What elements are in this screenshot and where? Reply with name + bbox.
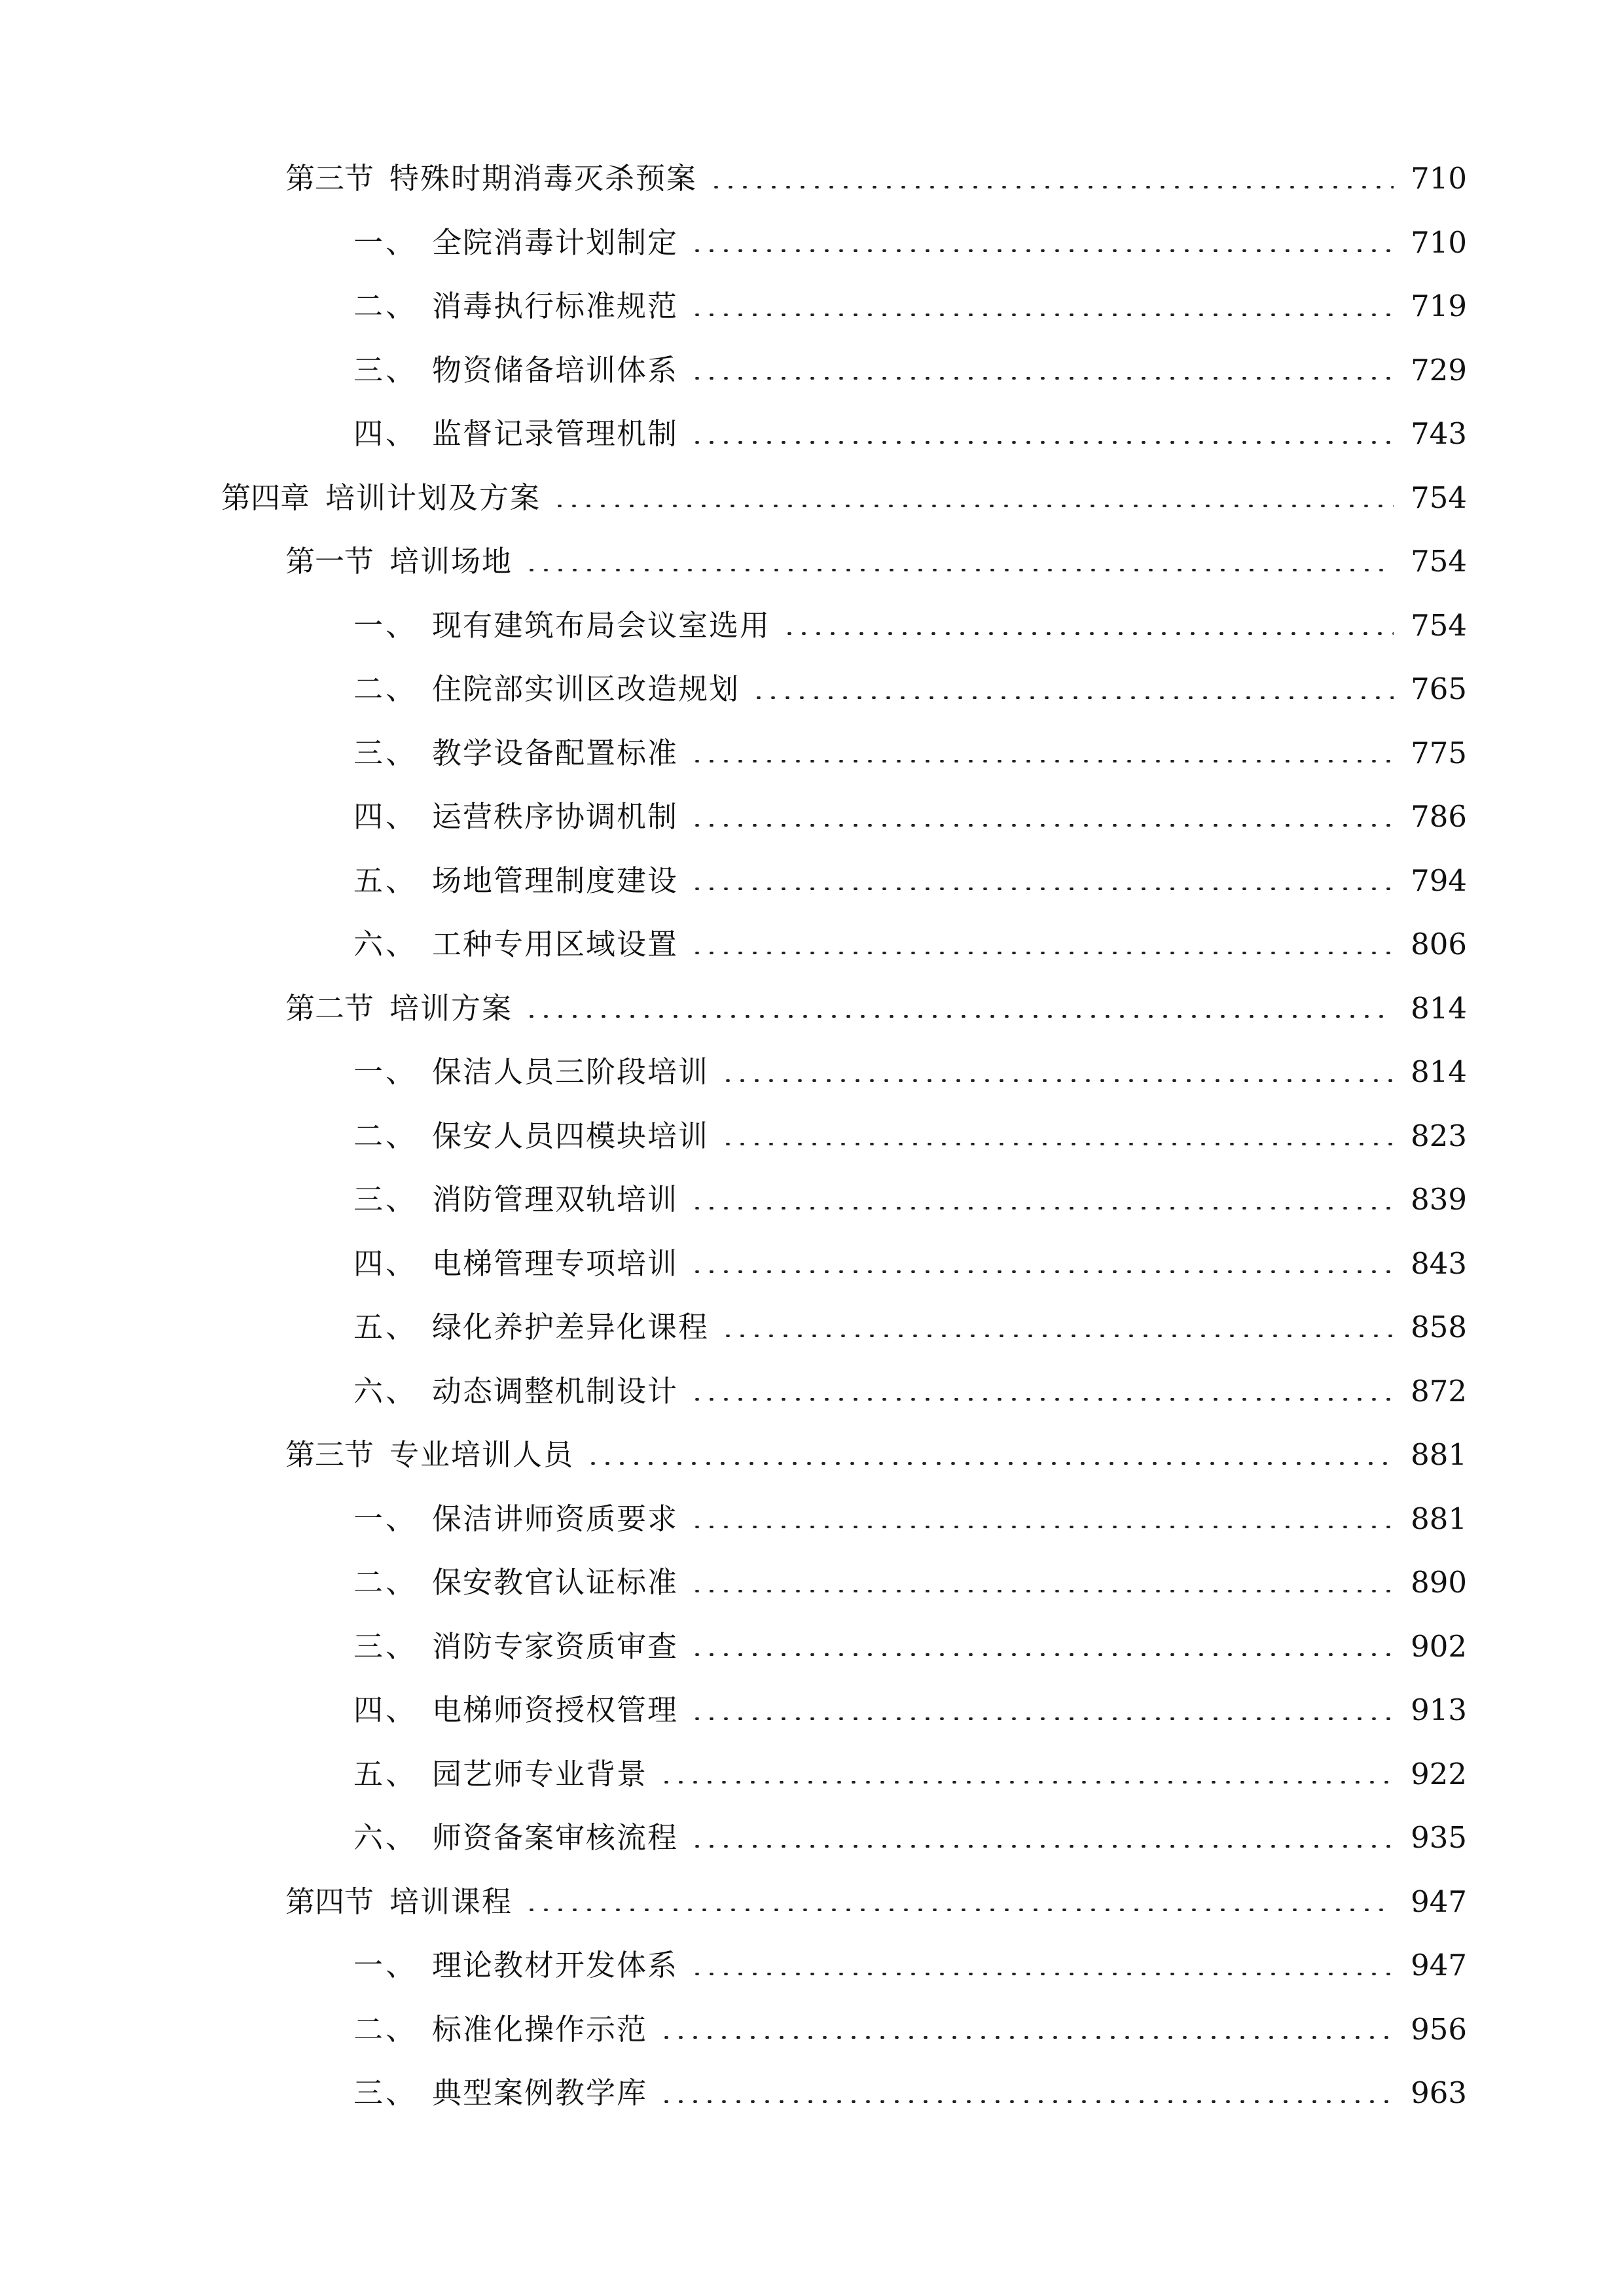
toc-dot-leader [659, 1781, 1394, 1784]
toc-entry[interactable] [0, 1104, 1624, 1168]
toc-entry[interactable] [0, 402, 1624, 466]
toc-entry-title: 师资备案审核流程 [432, 1820, 679, 1856]
toc-entry-number: 一、 [353, 1948, 418, 1983]
toc-dot-leader [524, 1909, 1394, 1911]
toc-entry-number: 四、 [353, 1693, 418, 1728]
toc-entry-page-number: 902 [1411, 1628, 1467, 1664]
toc-entry[interactable] [0, 147, 1624, 211]
toc-entry-number: 第三节 [285, 161, 374, 196]
toc-entry[interactable] [0, 721, 1624, 785]
toc-entry-page-number: 922 [1411, 1756, 1467, 1791]
toc-dot-leader [552, 505, 1394, 507]
toc-entry-number: 四、 [353, 416, 418, 452]
toc-dot-leader [524, 569, 1394, 571]
toc-entry-page-number: 823 [1411, 1118, 1467, 1153]
toc-entry[interactable] [0, 1487, 1624, 1551]
toc-entry-page-number: 710 [1411, 224, 1467, 260]
toc-dot-leader [659, 2036, 1394, 2039]
toc-entry-title: 现有建筑布局会议室选用 [432, 607, 771, 643]
toc-entry-title: 保洁讲师资质要求 [432, 1501, 679, 1536]
toc-entry-page-number: 935 [1411, 1820, 1467, 1856]
toc-entry-number: 二、 [353, 1118, 418, 1153]
toc-entry-title: 监督记录管理机制 [432, 416, 679, 452]
toc-entry[interactable] [0, 785, 1624, 849]
toc-entry-title: 全院消毒计划制定 [432, 224, 679, 260]
toc-dot-leader [690, 1653, 1394, 1656]
toc-entry-page-number: 806 [1411, 927, 1467, 962]
toc-entry-number: 四、 [353, 1246, 418, 1281]
toc-entry[interactable] [0, 1295, 1624, 1359]
toc-entry-page-number: 786 [1411, 799, 1467, 834]
toc-dot-leader [721, 1079, 1394, 1082]
toc-entry-page-number: 754 [1411, 544, 1467, 579]
table-of-contents [0, 147, 1624, 2125]
toc-entry-title: 工种专用区域设置 [432, 927, 679, 962]
toc-entry-title: 电梯师资授权管理 [432, 1693, 679, 1728]
toc-entry-number: 三、 [353, 1628, 418, 1664]
toc-dot-leader [690, 1526, 1394, 1528]
toc-entry-title: 动态调整机制设计 [432, 1373, 679, 1408]
toc-entry-title: 园艺师专业背景 [432, 1756, 648, 1791]
toc-entry-title: 电梯管理专项培训 [432, 1246, 679, 1281]
toc-entry-page-number: 814 [1411, 1054, 1467, 1090]
toc-entry-title: 消防专家资质审查 [432, 1628, 679, 1664]
toc-entry[interactable] [0, 1551, 1624, 1615]
toc-entry-number: 第一节 [285, 544, 374, 579]
toc-dot-leader [690, 314, 1394, 316]
toc-entry[interactable] [0, 466, 1624, 530]
toc-dot-leader [690, 249, 1394, 252]
toc-dot-leader [721, 1335, 1394, 1337]
toc-entry-number: 一、 [353, 1501, 418, 1536]
toc-entry-number: 五、 [353, 863, 418, 898]
toc-entry[interactable] [0, 977, 1624, 1041]
toc-entry-page-number: 710 [1411, 161, 1467, 196]
toc-entry-title: 典型案例教学库 [432, 2075, 648, 2111]
toc-entry-number: 四、 [353, 799, 418, 834]
toc-dot-leader [586, 1462, 1394, 1465]
toc-entry[interactable] [0, 1359, 1624, 1424]
toc-entry[interactable] [0, 1615, 1624, 1679]
toc-entry-title: 理论教材开发体系 [432, 1948, 679, 1983]
toc-entry-number: 第三节 [285, 1437, 374, 1473]
toc-entry-page-number: 872 [1411, 1373, 1467, 1408]
toc-entry-page-number: 947 [1411, 1948, 1467, 1983]
toc-entry[interactable] [0, 1806, 1624, 1870]
toc-entry[interactable] [0, 1040, 1624, 1104]
toc-entry[interactable] [0, 594, 1624, 658]
toc-entry-number: 第四章 [221, 480, 310, 515]
toc-entry-number: 六、 [353, 1820, 418, 1856]
toc-entry-page-number: 775 [1411, 735, 1467, 770]
toc-dot-leader [782, 632, 1394, 635]
toc-entry-page-number: 947 [1411, 1884, 1467, 1919]
toc-entry-number: 二、 [353, 672, 418, 707]
toc-entry-title: 培训方案 [389, 990, 513, 1026]
toc-entry[interactable] [0, 1423, 1624, 1487]
toc-entry-page-number: 956 [1411, 2011, 1467, 2047]
toc-entry-number: 一、 [353, 1054, 418, 1090]
toc-dot-leader [659, 2100, 1394, 2103]
toc-entry-title: 场地管理制度建设 [432, 863, 679, 898]
toc-entry-title: 保安教官认证标准 [432, 1565, 679, 1600]
toc-entry[interactable] [0, 912, 1624, 977]
toc-entry-number: 二、 [353, 1565, 418, 1600]
toc-entry-title: 培训场地 [389, 544, 513, 579]
toc-entry-page-number: 719 [1411, 289, 1467, 324]
toc-entry-title: 培训课程 [389, 1884, 513, 1919]
toc-entry[interactable] [0, 1232, 1624, 1296]
toc-entry-title: 培训计划及方案 [325, 480, 541, 515]
toc-entry[interactable] [0, 1168, 1624, 1232]
toc-entry-title: 保洁人员三阶段培训 [432, 1054, 710, 1090]
toc-entry-page-number: 765 [1411, 672, 1467, 707]
toc-entry[interactable] [0, 849, 1624, 913]
toc-dot-leader [690, 1270, 1394, 1273]
toc-dot-leader [690, 888, 1394, 890]
toc-entry[interactable] [0, 1742, 1624, 1806]
toc-entry-title: 教学设备配置标准 [432, 735, 679, 770]
toc-entry[interactable] [0, 1933, 1624, 1998]
toc-entry-page-number: 890 [1411, 1565, 1467, 1600]
toc-dot-leader [690, 824, 1394, 827]
toc-dot-leader [721, 1143, 1394, 1145]
toc-dot-leader [690, 1590, 1394, 1592]
toc-entry-title: 消毒执行标准规范 [432, 289, 679, 324]
toc-dot-leader [690, 1398, 1394, 1401]
toc-entry-title: 运营秩序协调机制 [432, 799, 679, 834]
toc-entry[interactable] [0, 1870, 1624, 1934]
toc-entry-number: 六、 [353, 1373, 418, 1408]
toc-entry-page-number: 839 [1411, 1182, 1467, 1217]
toc-entry-page-number: 743 [1411, 416, 1467, 452]
toc-entry-number: 三、 [353, 2075, 418, 2111]
toc-dot-leader [524, 1015, 1394, 1018]
toc-entry[interactable] [0, 274, 1624, 338]
toc-entry-title: 标准化操作示范 [432, 2011, 648, 2047]
toc-entry-number: 三、 [353, 1182, 418, 1217]
toc-entry-number: 二、 [353, 289, 418, 324]
toc-entry-page-number: 881 [1411, 1501, 1467, 1536]
toc-entry-title: 保安人员四模块培训 [432, 1118, 710, 1153]
toc-entry-number: 六、 [353, 927, 418, 962]
toc-entry[interactable] [0, 1678, 1624, 1742]
toc-entry-number: 一、 [353, 224, 418, 260]
toc-entry-page-number: 754 [1411, 607, 1467, 643]
toc-entry-title: 物资储备培训体系 [432, 352, 679, 387]
toc-entry-title: 消防管理双轨培训 [432, 1182, 679, 1217]
toc-entry[interactable] [0, 211, 1624, 275]
toc-entry-page-number: 843 [1411, 1246, 1467, 1281]
toc-entry[interactable] [0, 338, 1624, 403]
toc-entry[interactable] [0, 657, 1624, 721]
toc-dot-leader [709, 186, 1394, 188]
toc-entry-title: 绿化养护差异化课程 [432, 1310, 710, 1345]
toc-entry-page-number: 963 [1411, 2075, 1467, 2111]
toc-entry-number: 一、 [353, 607, 418, 643]
toc-dot-leader [690, 1207, 1394, 1210]
toc-dot-leader [690, 1973, 1394, 1975]
toc-entry-title: 住院部实训区改造规划 [432, 672, 740, 707]
toc-entry-number: 五、 [353, 1310, 418, 1345]
toc-entry[interactable] [0, 2061, 1624, 2125]
toc-dot-leader [690, 952, 1394, 954]
toc-entry-number: 二、 [353, 2011, 418, 2047]
toc-entry-number: 五、 [353, 1756, 418, 1791]
toc-entry-number: 三、 [353, 352, 418, 387]
toc-dot-leader [751, 696, 1394, 699]
toc-dot-leader [690, 760, 1394, 762]
toc-entry-page-number: 754 [1411, 480, 1467, 515]
toc-entry-page-number: 881 [1411, 1437, 1467, 1473]
toc-entry[interactable] [0, 1998, 1624, 2062]
toc-entry-number: 第二节 [285, 990, 374, 1026]
toc-entry-title: 特殊时期消毒灭杀预案 [389, 161, 698, 196]
toc-dot-leader [690, 1845, 1394, 1848]
toc-entry-title: 专业培训人员 [389, 1437, 575, 1473]
toc-entry-number: 三、 [353, 735, 418, 770]
toc-entry-number: 第四节 [285, 1884, 374, 1919]
toc-dot-leader [690, 377, 1394, 380]
toc-entry-page-number: 858 [1411, 1310, 1467, 1345]
toc-entry-page-number: 794 [1411, 863, 1467, 898]
toc-entry-page-number: 913 [1411, 1693, 1467, 1728]
toc-entry-page-number: 814 [1411, 990, 1467, 1026]
toc-dot-leader [690, 1717, 1394, 1720]
toc-entry-page-number: 729 [1411, 352, 1467, 387]
toc-entry[interactable] [0, 529, 1624, 594]
toc-dot-leader [690, 441, 1394, 444]
